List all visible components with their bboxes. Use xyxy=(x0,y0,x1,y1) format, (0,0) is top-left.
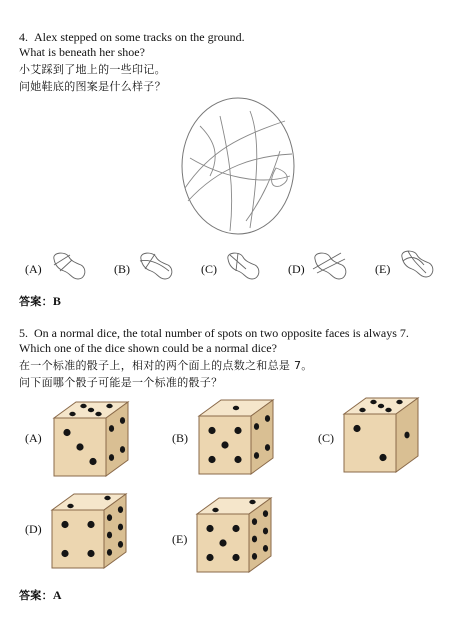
die-pip xyxy=(378,404,384,408)
die-pip xyxy=(95,412,101,416)
die-pip xyxy=(104,496,110,500)
q4-option-e-label: (E) xyxy=(375,262,391,276)
die-pip xyxy=(63,429,70,436)
q4-prompt-1: Alex stepped on some tracks on the ground. xyxy=(34,30,245,44)
die-pip xyxy=(118,506,123,513)
die-pip xyxy=(219,539,226,546)
q5-answer-value: A xyxy=(52,588,62,602)
q4-prompt-cn-1: 小艾踩到了地上的一些印记。 xyxy=(19,63,166,76)
die-pip xyxy=(252,553,257,560)
q5-option-a-label: (A) xyxy=(25,431,42,445)
die-pip xyxy=(233,406,239,410)
shoe-print-e-icon xyxy=(398,247,438,283)
q5-answer xyxy=(19,588,62,603)
q4-answer-value: B xyxy=(52,294,61,308)
q4-line1 xyxy=(19,30,245,45)
q4-number: 4. xyxy=(19,30,28,44)
die-face-front xyxy=(344,414,396,472)
die-pip xyxy=(76,443,83,450)
die-face-front xyxy=(52,510,104,568)
die-pip xyxy=(254,423,259,430)
die-pip xyxy=(87,550,94,557)
die-pip xyxy=(252,536,257,543)
q4-option-d-label: (D) xyxy=(288,262,305,276)
q4-answer-label: 答案： xyxy=(19,295,53,308)
die-pip xyxy=(404,432,409,439)
die-pip xyxy=(120,446,125,453)
die-pip xyxy=(263,510,268,517)
die-pip xyxy=(208,456,215,463)
die-pip xyxy=(61,550,68,557)
die-c xyxy=(340,396,422,478)
die-pip xyxy=(107,549,112,556)
shoe-print-b-icon xyxy=(137,249,177,285)
die-pip xyxy=(379,454,386,461)
die-pip xyxy=(396,400,402,404)
die-pip xyxy=(252,518,257,525)
die-pip xyxy=(232,525,239,532)
die-pip xyxy=(80,404,86,408)
die-pip xyxy=(370,400,376,404)
die-pip xyxy=(232,554,239,561)
die-pip xyxy=(87,521,94,528)
die-pip xyxy=(69,412,75,416)
die-pip xyxy=(118,524,123,531)
die-pip xyxy=(359,408,365,412)
tracks-illustration xyxy=(180,96,300,236)
die-pip xyxy=(109,425,114,432)
q5-prompt-cn-1: 在一个标准的骰子上，相对的两个面上的点数之和总是 7。 xyxy=(19,359,313,372)
die-pip xyxy=(89,458,96,465)
die-pip xyxy=(234,427,241,434)
q5-number: 5. xyxy=(19,326,28,340)
die-pip xyxy=(120,417,125,424)
q5-prompt-1: On a normal dice, the total number of spots on two opposite faces is always 7. xyxy=(34,326,409,340)
q4-option-c-label: (C) xyxy=(201,262,217,276)
q4-option-a-label: (A) xyxy=(25,262,42,276)
q4-prompt-2: What is beneath her shoe? xyxy=(19,45,145,59)
die-pip xyxy=(221,441,228,448)
die-pip xyxy=(118,541,123,548)
shoe-print-a-icon xyxy=(50,249,90,285)
q4-answer xyxy=(19,294,61,309)
die-pip xyxy=(353,425,360,432)
q4-option-b-label: (B) xyxy=(114,262,130,276)
die-a xyxy=(50,400,132,482)
die-pip xyxy=(385,408,391,412)
die-pip xyxy=(67,504,73,508)
die-pip xyxy=(206,554,213,561)
die-b xyxy=(195,398,277,480)
shoe-print-c-icon xyxy=(224,249,264,285)
die-pip xyxy=(106,404,112,408)
die-pip xyxy=(263,545,268,552)
q5-option-d-label: (D) xyxy=(25,522,42,536)
die-pip xyxy=(206,525,213,532)
die-pip xyxy=(61,521,68,528)
die-pip xyxy=(208,427,215,434)
die-pip xyxy=(88,408,94,412)
die-pip xyxy=(234,456,241,463)
die-pip xyxy=(263,528,268,535)
die-pip xyxy=(107,514,112,521)
q5-line1 xyxy=(19,326,409,341)
q5-answer-label: 答案： xyxy=(19,589,53,602)
q5-option-b-label: (B) xyxy=(172,431,188,445)
q5-option-e-label: (E) xyxy=(172,532,188,546)
die-e xyxy=(193,496,275,578)
q5-option-c-label: (C) xyxy=(318,431,334,445)
die-pip xyxy=(265,444,270,451)
die-pip xyxy=(265,415,270,422)
die-pip xyxy=(109,454,114,461)
q5-prompt-cn-2: 问下面哪个骰子可能是一个标准的骰子？ xyxy=(19,376,223,389)
q5-prompt-2: Which one of the dice shown could be a normal dice? xyxy=(19,341,277,355)
die-pip xyxy=(254,452,259,459)
die-pip xyxy=(212,508,218,512)
die-pip xyxy=(249,500,255,504)
q4-prompt-cn-2: 问她鞋底的图案是什么样子？ xyxy=(19,80,166,93)
die-d xyxy=(48,492,130,574)
shoe-print-d-icon xyxy=(311,249,351,285)
die-pip xyxy=(107,532,112,539)
